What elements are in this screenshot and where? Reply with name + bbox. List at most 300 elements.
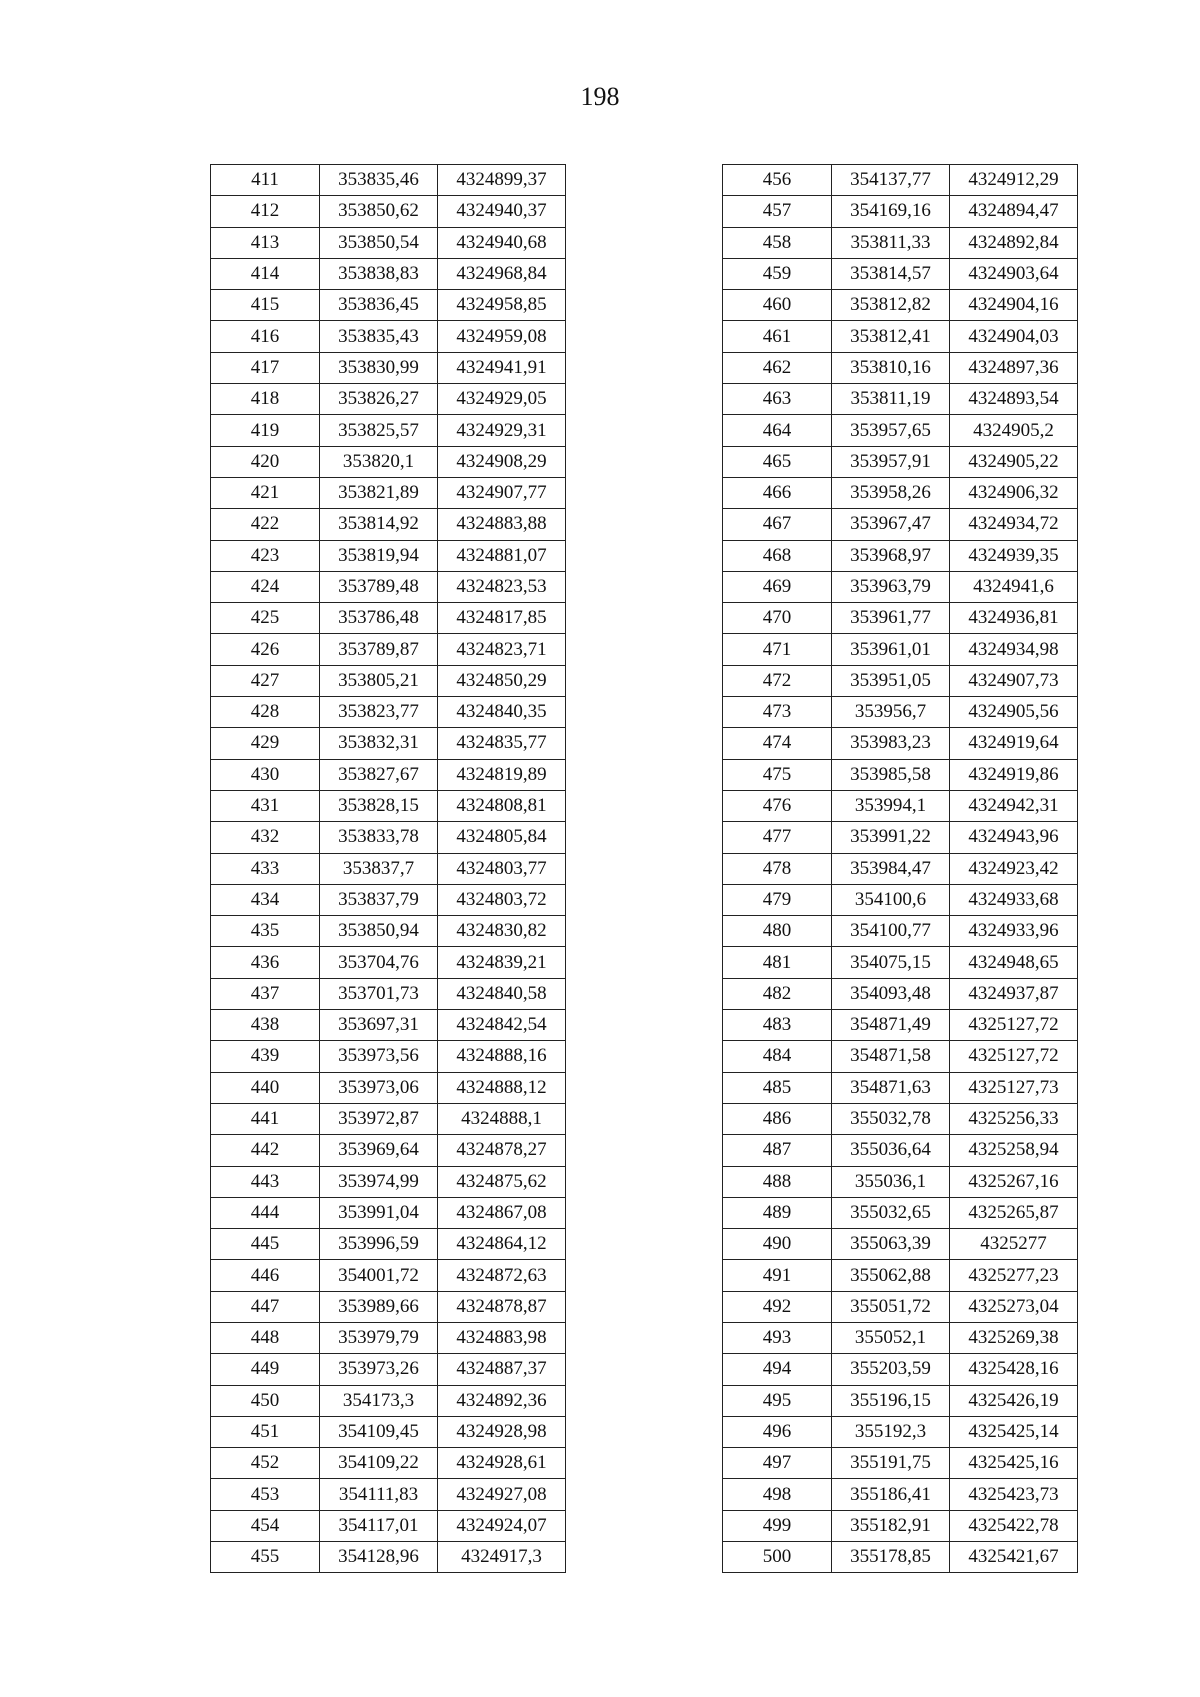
table-row	[723, 1322, 1078, 1353]
x-coordinate-cell: 355186,41	[832, 1479, 950, 1510]
y-coordinate-cell: 4324943,96	[950, 822, 1078, 853]
x-coordinate-cell: 353983,23	[832, 728, 950, 759]
point-number-cell: 484	[723, 1041, 832, 1072]
y-coordinate-cell: 4325423,73	[950, 1479, 1078, 1510]
table-row	[211, 1103, 566, 1134]
x-coordinate-cell: 353963,79	[832, 571, 950, 602]
point-number-cell: 453	[211, 1479, 320, 1510]
x-coordinate-cell: 355052,1	[832, 1322, 950, 1353]
x-coordinate-cell: 354871,49	[832, 1010, 950, 1041]
x-coordinate-cell: 353786,48	[320, 603, 438, 634]
y-coordinate-cell: 4324917,3	[438, 1542, 566, 1573]
table-row	[723, 728, 1078, 759]
point-number-cell: 440	[211, 1072, 320, 1103]
y-coordinate-cell: 4324805,84	[438, 822, 566, 853]
table-row	[723, 165, 1078, 196]
x-coordinate-cell: 353810,16	[832, 352, 950, 383]
x-coordinate-cell: 355192,3	[832, 1416, 950, 1447]
y-coordinate-cell: 4325267,16	[950, 1166, 1078, 1197]
x-coordinate-cell: 355051,72	[832, 1291, 950, 1322]
y-coordinate-cell: 4324887,37	[438, 1354, 566, 1385]
y-coordinate-cell: 4324928,98	[438, 1416, 566, 1447]
y-coordinate-cell: 4324842,54	[438, 1010, 566, 1041]
y-coordinate-cell: 4324923,42	[950, 853, 1078, 884]
y-coordinate-cell: 4324817,85	[438, 603, 566, 634]
y-coordinate-cell: 4325265,87	[950, 1197, 1078, 1228]
point-number-cell: 461	[723, 321, 832, 352]
y-coordinate-cell: 4324928,61	[438, 1448, 566, 1479]
y-coordinate-cell: 4324940,37	[438, 196, 566, 227]
y-coordinate-cell: 4324933,68	[950, 884, 1078, 915]
x-coordinate-cell: 353832,31	[320, 728, 438, 759]
x-coordinate-cell: 353837,79	[320, 884, 438, 915]
x-coordinate-cell: 353828,15	[320, 790, 438, 821]
point-number-cell: 456	[723, 165, 832, 196]
x-coordinate-cell: 355062,88	[832, 1260, 950, 1291]
point-number-cell: 460	[723, 290, 832, 321]
point-number-cell: 418	[211, 384, 320, 415]
point-number-cell: 426	[211, 634, 320, 665]
x-coordinate-cell: 353838,83	[320, 258, 438, 289]
x-coordinate-cell: 353827,67	[320, 759, 438, 790]
y-coordinate-cell: 4324888,16	[438, 1041, 566, 1072]
y-coordinate-cell: 4324803,77	[438, 853, 566, 884]
y-coordinate-cell: 4324908,29	[438, 446, 566, 477]
table-row	[211, 1510, 566, 1541]
y-coordinate-cell: 4324905,2	[950, 415, 1078, 446]
y-coordinate-cell: 4324942,31	[950, 790, 1078, 821]
y-coordinate-cell: 4325425,16	[950, 1448, 1078, 1479]
y-coordinate-cell: 4324905,22	[950, 446, 1078, 477]
x-coordinate-cell: 355203,59	[832, 1354, 950, 1385]
x-coordinate-cell: 353850,62	[320, 196, 438, 227]
table-row	[211, 352, 566, 383]
table-row	[211, 916, 566, 947]
y-coordinate-cell: 4324941,91	[438, 352, 566, 383]
point-number-cell: 432	[211, 822, 320, 853]
table-row	[211, 1010, 566, 1041]
table-row	[723, 415, 1078, 446]
x-coordinate-cell: 353961,77	[832, 603, 950, 634]
x-coordinate-cell: 353985,58	[832, 759, 950, 790]
x-coordinate-cell: 355178,85	[832, 1542, 950, 1573]
x-coordinate-cell: 354128,96	[320, 1542, 438, 1573]
point-number-cell: 463	[723, 384, 832, 415]
point-number-cell: 499	[723, 1510, 832, 1541]
point-number-cell: 498	[723, 1479, 832, 1510]
point-number-cell: 458	[723, 227, 832, 258]
y-coordinate-cell: 4325127,72	[950, 1041, 1078, 1072]
table-row	[723, 384, 1078, 415]
table-row	[723, 759, 1078, 790]
y-coordinate-cell: 4324959,08	[438, 321, 566, 352]
x-coordinate-cell: 353968,97	[832, 540, 950, 571]
y-coordinate-cell: 4324894,47	[950, 196, 1078, 227]
table-body-left	[211, 165, 566, 1573]
point-number-cell: 475	[723, 759, 832, 790]
point-number-cell: 472	[723, 665, 832, 696]
x-coordinate-cell: 354100,77	[832, 916, 950, 947]
point-number-cell: 466	[723, 477, 832, 508]
y-coordinate-cell: 4324840,58	[438, 978, 566, 1009]
table-row	[211, 1197, 566, 1228]
point-number-cell: 489	[723, 1197, 832, 1228]
coordinates-table-left	[210, 164, 566, 1573]
point-number-cell: 430	[211, 759, 320, 790]
table-row	[723, 1072, 1078, 1103]
point-number-cell: 431	[211, 790, 320, 821]
table-row	[723, 665, 1078, 696]
y-coordinate-cell: 4325277	[950, 1229, 1078, 1260]
x-coordinate-cell: 353701,73	[320, 978, 438, 1009]
x-coordinate-cell: 353704,76	[320, 947, 438, 978]
x-coordinate-cell: 354173,3	[320, 1385, 438, 1416]
point-number-cell: 446	[211, 1260, 320, 1291]
table-row	[211, 571, 566, 602]
table-row	[211, 321, 566, 352]
y-coordinate-cell: 4325256,33	[950, 1103, 1078, 1134]
x-coordinate-cell: 353994,1	[832, 790, 950, 821]
y-coordinate-cell: 4324850,29	[438, 665, 566, 696]
x-coordinate-cell: 353973,56	[320, 1041, 438, 1072]
point-number-cell: 467	[723, 509, 832, 540]
point-number-cell: 445	[211, 1229, 320, 1260]
point-number-cell: 437	[211, 978, 320, 1009]
point-number-cell: 486	[723, 1103, 832, 1134]
x-coordinate-cell: 353989,66	[320, 1291, 438, 1322]
x-coordinate-cell: 353805,21	[320, 665, 438, 696]
point-number-cell: 480	[723, 916, 832, 947]
point-number-cell: 473	[723, 697, 832, 728]
table-row	[211, 1041, 566, 1072]
table-row	[723, 1041, 1078, 1072]
table-row	[211, 196, 566, 227]
point-number-cell: 469	[723, 571, 832, 602]
table-row	[723, 258, 1078, 289]
y-coordinate-cell: 4324823,71	[438, 634, 566, 665]
table-row	[723, 697, 1078, 728]
table-row	[723, 540, 1078, 571]
y-coordinate-cell: 4324929,31	[438, 415, 566, 446]
point-number-cell: 443	[211, 1166, 320, 1197]
point-number-cell: 449	[211, 1354, 320, 1385]
y-coordinate-cell: 4324835,77	[438, 728, 566, 759]
point-number-cell: 477	[723, 822, 832, 853]
point-number-cell: 455	[211, 1542, 320, 1573]
table-row	[723, 790, 1078, 821]
y-coordinate-cell: 4325421,67	[950, 1542, 1078, 1573]
table-row	[211, 947, 566, 978]
x-coordinate-cell: 353820,1	[320, 446, 438, 477]
y-coordinate-cell: 4324864,12	[438, 1229, 566, 1260]
table-row	[723, 1135, 1078, 1166]
x-coordinate-cell: 353811,19	[832, 384, 950, 415]
y-coordinate-cell: 4324934,72	[950, 509, 1078, 540]
table-row	[211, 384, 566, 415]
x-coordinate-cell: 353958,26	[832, 477, 950, 508]
x-coordinate-cell: 353973,06	[320, 1072, 438, 1103]
x-coordinate-cell: 354169,16	[832, 196, 950, 227]
y-coordinate-cell: 4324888,12	[438, 1072, 566, 1103]
x-coordinate-cell: 353826,27	[320, 384, 438, 415]
table-row	[723, 571, 1078, 602]
point-number-cell: 434	[211, 884, 320, 915]
y-coordinate-cell: 4324881,07	[438, 540, 566, 571]
table-row	[211, 1291, 566, 1322]
point-number-cell: 448	[211, 1322, 320, 1353]
point-number-cell: 465	[723, 446, 832, 477]
y-coordinate-cell: 4324904,03	[950, 321, 1078, 352]
page-number: 198	[580, 82, 620, 111]
point-number-cell: 442	[211, 1135, 320, 1166]
y-coordinate-cell: 4324968,84	[438, 258, 566, 289]
point-number-cell: 483	[723, 1010, 832, 1041]
point-number-cell: 413	[211, 227, 320, 258]
point-number-cell: 433	[211, 853, 320, 884]
x-coordinate-cell: 353825,57	[320, 415, 438, 446]
table-row	[211, 1416, 566, 1447]
point-number-cell: 436	[211, 947, 320, 978]
x-coordinate-cell: 353984,47	[832, 853, 950, 884]
point-number-cell: 457	[723, 196, 832, 227]
y-coordinate-cell: 4325269,38	[950, 1322, 1078, 1353]
point-number-cell: 450	[211, 1385, 320, 1416]
table-row	[211, 1479, 566, 1510]
table-row	[723, 1510, 1078, 1541]
table-row	[723, 884, 1078, 915]
x-coordinate-cell: 353979,79	[320, 1322, 438, 1353]
point-number-cell: 464	[723, 415, 832, 446]
y-coordinate-cell: 4324823,53	[438, 571, 566, 602]
y-coordinate-cell: 4324883,98	[438, 1322, 566, 1353]
coordinates-table-right	[722, 164, 1078, 1573]
point-number-cell: 488	[723, 1166, 832, 1197]
x-coordinate-cell: 355032,65	[832, 1197, 950, 1228]
x-coordinate-cell: 353961,01	[832, 634, 950, 665]
point-number-cell: 416	[211, 321, 320, 352]
y-coordinate-cell: 4324906,32	[950, 477, 1078, 508]
point-number-cell: 474	[723, 728, 832, 759]
x-coordinate-cell: 353812,41	[832, 321, 950, 352]
x-coordinate-cell: 353789,87	[320, 634, 438, 665]
table-row	[211, 1229, 566, 1260]
table-row	[723, 352, 1078, 383]
y-coordinate-cell: 4325127,73	[950, 1072, 1078, 1103]
point-number-cell: 425	[211, 603, 320, 634]
point-number-cell: 428	[211, 697, 320, 728]
point-number-cell: 487	[723, 1135, 832, 1166]
y-coordinate-cell: 4325127,72	[950, 1010, 1078, 1041]
x-coordinate-cell: 355036,1	[832, 1166, 950, 1197]
table-row	[723, 1166, 1078, 1197]
point-number-cell: 444	[211, 1197, 320, 1228]
y-coordinate-cell: 4324899,37	[438, 165, 566, 196]
point-number-cell: 414	[211, 258, 320, 289]
x-coordinate-cell: 353789,48	[320, 571, 438, 602]
x-coordinate-cell: 353837,7	[320, 853, 438, 884]
y-coordinate-cell: 4324892,84	[950, 227, 1078, 258]
point-number-cell: 485	[723, 1072, 832, 1103]
point-number-cell: 492	[723, 1291, 832, 1322]
point-number-cell: 468	[723, 540, 832, 571]
point-number-cell: 451	[211, 1416, 320, 1447]
point-number-cell: 435	[211, 916, 320, 947]
x-coordinate-cell: 354871,63	[832, 1072, 950, 1103]
x-coordinate-cell: 355191,75	[832, 1448, 950, 1479]
y-coordinate-cell: 4324929,05	[438, 384, 566, 415]
point-number-cell: 427	[211, 665, 320, 696]
table-row	[211, 1354, 566, 1385]
point-number-cell: 476	[723, 790, 832, 821]
y-coordinate-cell: 4324939,35	[950, 540, 1078, 571]
y-coordinate-cell: 4324867,08	[438, 1197, 566, 1228]
x-coordinate-cell: 355196,15	[832, 1385, 950, 1416]
table-row	[211, 415, 566, 446]
x-coordinate-cell: 353821,89	[320, 477, 438, 508]
y-coordinate-cell: 4325426,19	[950, 1385, 1078, 1416]
table-row	[211, 822, 566, 853]
x-coordinate-cell: 355032,78	[832, 1103, 950, 1134]
x-coordinate-cell: 353812,82	[832, 290, 950, 321]
x-coordinate-cell: 354001,72	[320, 1260, 438, 1291]
point-number-cell: 419	[211, 415, 320, 446]
table-row	[211, 634, 566, 665]
x-coordinate-cell: 354075,15	[832, 947, 950, 978]
table-body-right	[723, 165, 1078, 1573]
y-coordinate-cell: 4324924,07	[438, 1510, 566, 1541]
point-number-cell: 415	[211, 290, 320, 321]
table-row	[211, 1448, 566, 1479]
x-coordinate-cell: 353850,94	[320, 916, 438, 947]
table-row	[723, 446, 1078, 477]
y-coordinate-cell: 4324878,27	[438, 1135, 566, 1166]
point-number-cell: 441	[211, 1103, 320, 1134]
x-coordinate-cell: 354111,83	[320, 1479, 438, 1510]
table-row	[211, 1135, 566, 1166]
table-row	[723, 822, 1078, 853]
table-row	[723, 290, 1078, 321]
table-row	[211, 978, 566, 1009]
x-coordinate-cell: 353830,99	[320, 352, 438, 383]
point-number-cell: 471	[723, 634, 832, 665]
y-coordinate-cell: 4324919,86	[950, 759, 1078, 790]
table-row	[723, 853, 1078, 884]
x-coordinate-cell: 355063,39	[832, 1229, 950, 1260]
x-coordinate-cell: 353996,59	[320, 1229, 438, 1260]
y-coordinate-cell: 4324927,08	[438, 1479, 566, 1510]
point-number-cell: 420	[211, 446, 320, 477]
table-row	[723, 1010, 1078, 1041]
y-coordinate-cell: 4324883,88	[438, 509, 566, 540]
x-coordinate-cell: 354871,58	[832, 1041, 950, 1072]
table-row	[211, 1072, 566, 1103]
x-coordinate-cell: 353836,45	[320, 290, 438, 321]
x-coordinate-cell: 353974,99	[320, 1166, 438, 1197]
point-number-cell: 495	[723, 1385, 832, 1416]
x-coordinate-cell: 353956,7	[832, 697, 950, 728]
y-coordinate-cell: 4324934,98	[950, 634, 1078, 665]
table-row	[723, 1103, 1078, 1134]
y-coordinate-cell: 4324933,96	[950, 916, 1078, 947]
table-row	[723, 477, 1078, 508]
x-coordinate-cell: 355182,91	[832, 1510, 950, 1541]
table-row	[723, 1416, 1078, 1447]
table-row	[723, 916, 1078, 947]
point-number-cell: 491	[723, 1260, 832, 1291]
y-coordinate-cell: 4324940,68	[438, 227, 566, 258]
table-row	[211, 1166, 566, 1197]
y-coordinate-cell: 4324958,85	[438, 290, 566, 321]
point-number-cell: 422	[211, 509, 320, 540]
x-coordinate-cell: 353811,33	[832, 227, 950, 258]
x-coordinate-cell: 354117,01	[320, 1510, 438, 1541]
y-coordinate-cell: 4324892,36	[438, 1385, 566, 1416]
table-row	[723, 978, 1078, 1009]
y-coordinate-cell: 4324937,87	[950, 978, 1078, 1009]
x-coordinate-cell: 355036,64	[832, 1135, 950, 1166]
x-coordinate-cell: 354093,48	[832, 978, 950, 1009]
y-coordinate-cell: 4324948,65	[950, 947, 1078, 978]
point-number-cell: 497	[723, 1448, 832, 1479]
x-coordinate-cell: 353991,04	[320, 1197, 438, 1228]
y-coordinate-cell: 4324819,89	[438, 759, 566, 790]
point-number-cell: 459	[723, 258, 832, 289]
x-coordinate-cell: 353835,46	[320, 165, 438, 196]
y-coordinate-cell: 4324830,82	[438, 916, 566, 947]
point-number-cell: 438	[211, 1010, 320, 1041]
point-number-cell: 429	[211, 728, 320, 759]
y-coordinate-cell: 4325425,14	[950, 1416, 1078, 1447]
x-coordinate-cell: 353973,26	[320, 1354, 438, 1385]
point-number-cell: 452	[211, 1448, 320, 1479]
x-coordinate-cell: 353835,43	[320, 321, 438, 352]
x-coordinate-cell: 354109,45	[320, 1416, 438, 1447]
x-coordinate-cell: 354109,22	[320, 1448, 438, 1479]
y-coordinate-cell: 4324912,29	[950, 165, 1078, 196]
x-coordinate-cell: 353957,65	[832, 415, 950, 446]
table-row	[723, 1479, 1078, 1510]
table-row	[723, 603, 1078, 634]
point-number-cell: 470	[723, 603, 832, 634]
y-coordinate-cell: 4324907,77	[438, 477, 566, 508]
y-coordinate-cell: 4325428,16	[950, 1354, 1078, 1385]
point-number-cell: 493	[723, 1322, 832, 1353]
table-row	[723, 1291, 1078, 1322]
table-row	[723, 509, 1078, 540]
y-coordinate-cell: 4324872,63	[438, 1260, 566, 1291]
point-number-cell: 447	[211, 1291, 320, 1322]
table-row	[723, 1197, 1078, 1228]
point-number-cell: 421	[211, 477, 320, 508]
x-coordinate-cell: 353819,94	[320, 540, 438, 571]
point-number-cell: 412	[211, 196, 320, 227]
x-coordinate-cell: 353967,47	[832, 509, 950, 540]
y-coordinate-cell: 4324941,6	[950, 571, 1078, 602]
table-row	[211, 446, 566, 477]
table-row	[723, 1354, 1078, 1385]
table-row	[723, 321, 1078, 352]
y-coordinate-cell: 4325258,94	[950, 1135, 1078, 1166]
table-row	[723, 196, 1078, 227]
point-number-cell: 454	[211, 1510, 320, 1541]
y-coordinate-cell: 4325273,04	[950, 1291, 1078, 1322]
x-coordinate-cell: 353972,87	[320, 1103, 438, 1134]
table-row	[211, 477, 566, 508]
table-row	[211, 728, 566, 759]
point-number-cell: 500	[723, 1542, 832, 1573]
table-row	[723, 1448, 1078, 1479]
table-row	[211, 1385, 566, 1416]
